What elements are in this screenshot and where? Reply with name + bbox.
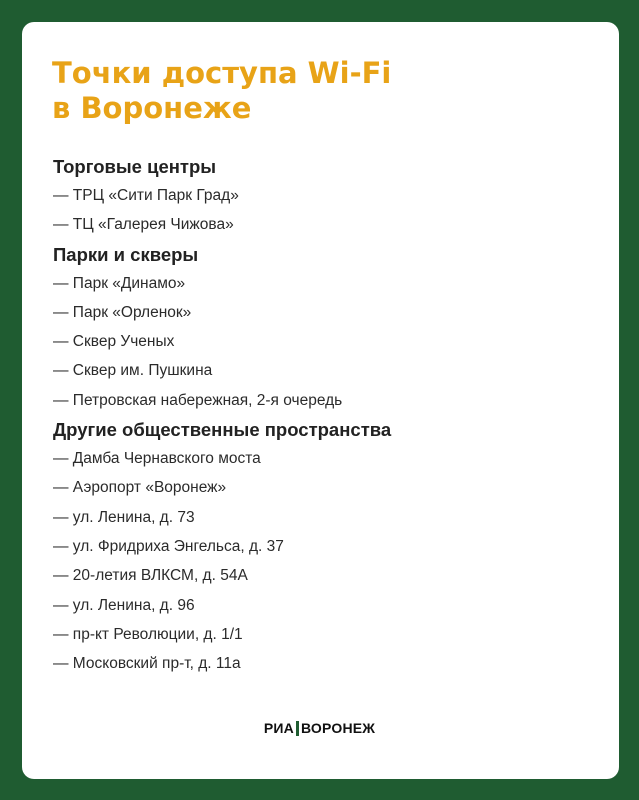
section-heading: Парки и скверы	[53, 243, 199, 265]
list-item: — Сквер Ученых	[53, 333, 175, 351]
list-item: — Московский пр-т, д. 11а	[53, 655, 241, 673]
list-item: — пр-кт Революции, д. 1/1	[53, 625, 243, 643]
section-heading: Другие общественные пространства	[53, 419, 392, 441]
logo-divider	[296, 721, 299, 736]
list-item: — Петровская набережная, 2-я очередь	[53, 391, 343, 409]
title-line-2: в Воронеже	[52, 91, 252, 125]
list-item: — Парк «Динамо»	[53, 274, 186, 292]
list-item: — Аэропорт «Воронеж»	[53, 479, 227, 497]
page-title	[52, 56, 391, 126]
list-item: — Дамба Чернавского моста	[53, 450, 261, 468]
wifi-locations-list	[53, 152, 573, 678]
ria-voronezh-logo	[0, 719, 639, 736]
section-heading: Торговые центры	[53, 156, 217, 177]
list-item: — Сквер им. Пушкина	[53, 362, 213, 380]
list-item: — ТРЦ «Сити Парк Град»	[53, 187, 239, 204]
list-item: — Парк «Орленок»	[53, 303, 192, 321]
list-item: — ул. Ленина, д. 73	[53, 508, 195, 526]
list-item: — ул. Ленина, д. 96	[53, 596, 195, 614]
logo-text-ria: РИА	[263, 720, 294, 737]
list-item: — 20-летия ВЛКСМ, д. 54А	[53, 567, 248, 585]
logo-text-voronezh: ВОРОНЕЖ	[300, 720, 376, 737]
title-line-1: Точки доступа Wi-Fi	[52, 56, 392, 90]
list-item: — ТЦ «Галерея Чижова»	[53, 216, 234, 234]
list-item: — ул. Фридриха Энгельса, д. 37	[53, 537, 284, 555]
